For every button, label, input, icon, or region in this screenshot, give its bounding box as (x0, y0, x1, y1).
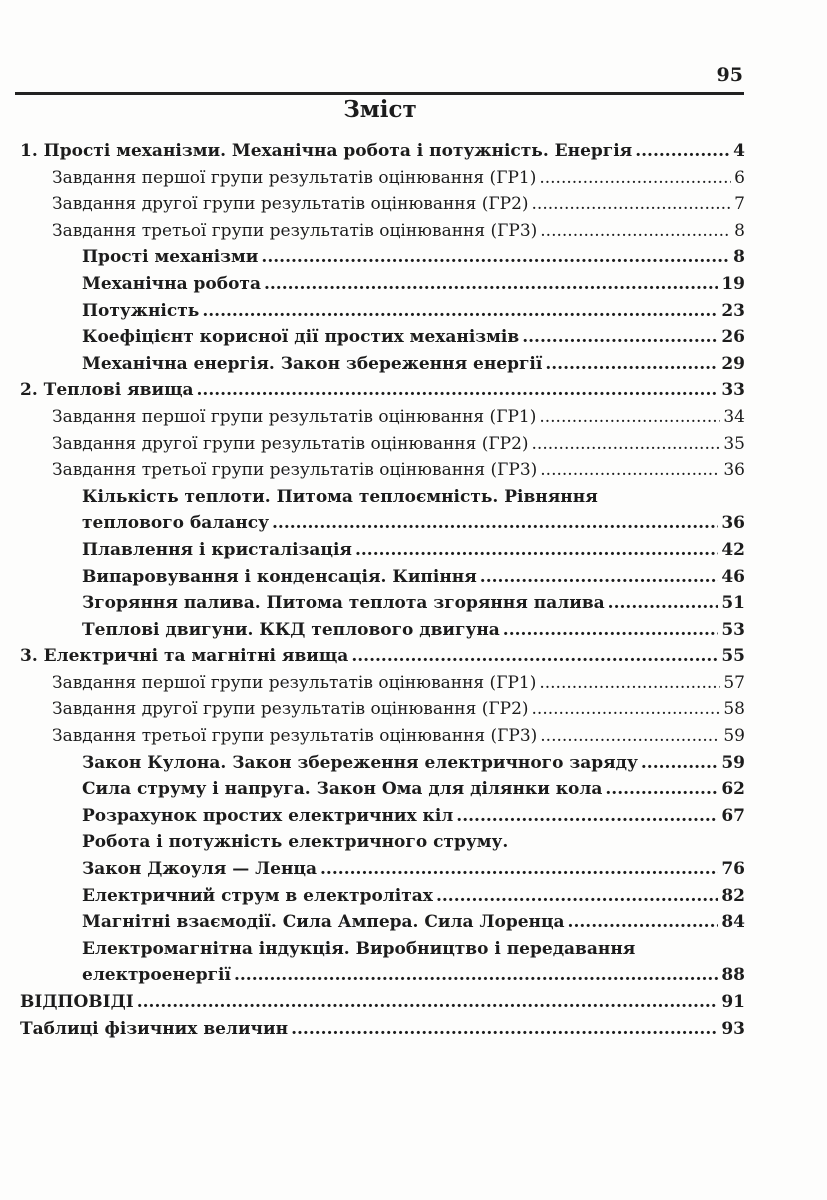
toc-entry-title: Електромагнітна індукція. Виробництво і передавання (82, 938, 636, 959)
dot-leader (351, 643, 718, 670)
dot-leader (540, 218, 731, 245)
header-rule (15, 92, 744, 95)
toc-entry-title: Завдання першої групи результатів оцінювання (ГР1) (52, 406, 537, 427)
toc-entry-title: Розрахунок простих електричних кіл (82, 805, 454, 826)
toc-entry-page: 91 (721, 992, 745, 1012)
toc-entry-title: Механічна енергія. Закон збереження енергії (82, 353, 543, 374)
toc-entry[interactable] (0, 989, 745, 1016)
dot-leader (503, 617, 719, 644)
toc-entry-title: Завдання першої групи результатів оцінювання (ГР1) (52, 672, 537, 693)
dot-leader (540, 723, 720, 750)
toc-entry-page: 42 (721, 539, 745, 560)
toc-entry[interactable] (0, 404, 745, 431)
toc-entry-page: 33 (721, 380, 745, 401)
dot-leader (540, 457, 720, 484)
toc-entry-title: Коефіцієнт корисної дії простих механізмів (82, 327, 520, 348)
toc-entry-page: 76 (721, 859, 745, 880)
toc-entry-page: 8 (734, 220, 745, 241)
dot-leader (635, 138, 730, 165)
dot-leader (532, 696, 721, 723)
toc-entry[interactable] (0, 962, 745, 989)
toc-entry-title: Сила струму і напруга. Закон Ома для ділянки кола (82, 779, 603, 800)
dot-leader (605, 776, 718, 803)
toc-entry[interactable] (0, 324, 745, 351)
toc-entry-page: 8 (733, 247, 745, 268)
toc-entry-title: Завдання другої групи результатів оцінювання (ГР2) (52, 433, 529, 454)
dot-leader (480, 564, 719, 591)
toc-entry-title: Завдання другої групи результатів оцінювання (ГР2) (52, 699, 529, 720)
toc-entry[interactable] (0, 165, 745, 192)
toc-entry-title: Прості механізми (82, 247, 259, 268)
toc-entry-title: теплового балансу (82, 513, 269, 534)
toc-entry-page: 93 (721, 1018, 745, 1039)
toc-entry-title: Потужність (82, 300, 200, 321)
toc-entry-title: Механічна робота (82, 273, 261, 294)
dot-leader (291, 1016, 718, 1043)
toc-entry-title: Завдання першої групи результатів оцінювання (ГР1) (52, 167, 537, 188)
toc-entry-title: Закон Джоуля — Ленца (82, 859, 318, 880)
toc-entry[interactable] (0, 883, 745, 910)
toc-entry[interactable] (0, 856, 745, 883)
dot-leader (456, 803, 718, 830)
toc-entry-page: 19 (721, 273, 745, 294)
dot-leader (355, 537, 718, 564)
toc-entry[interactable] (0, 723, 745, 750)
toc-entry[interactable] (0, 829, 745, 856)
dot-leader (545, 351, 718, 378)
dot-leader (568, 909, 719, 936)
toc-entry-page: 46 (721, 566, 745, 587)
toc-entry-page: 53 (721, 619, 745, 640)
toc-entry-page: 57 (723, 672, 745, 693)
dot-leader (234, 962, 718, 989)
toc-entry-page: 59 (723, 726, 745, 747)
toc-entry-title: Завдання третьої групи результатів оцінювання (ГР3) (52, 460, 538, 481)
toc-entry-title: Згоряння палива. Питома теплота згоряння палива (82, 593, 605, 614)
toc-entry-title: Теплові двигуни. ККД теплового двигуна (82, 619, 500, 640)
page-number: 95 (716, 64, 743, 86)
dot-leader (539, 670, 720, 697)
toc-entry-page: 62 (721, 779, 745, 800)
toc-entry[interactable] (0, 298, 745, 325)
toc-entry-title: Завдання третьої групи результатів оцінювання (ГР3) (52, 726, 538, 747)
dot-leader (532, 431, 721, 458)
toc-entry-page: 59 (721, 752, 745, 773)
toc-entry-title: ВІДПОВІДІ (20, 992, 134, 1012)
toc-entry[interactable] (0, 590, 745, 617)
toc-entry[interactable] (0, 244, 745, 271)
toc-entry-page: 35 (723, 433, 745, 454)
toc-entry[interactable] (0, 1016, 745, 1043)
toc-entry-title: 2. Теплові явища (20, 380, 194, 401)
toc-entry[interactable] (0, 218, 745, 245)
toc-entry[interactable] (0, 510, 745, 537)
toc-entry-page: 4 (733, 141, 745, 161)
toc-entry-page: 29 (721, 353, 745, 374)
toc-entry[interactable] (0, 909, 745, 936)
toc-entry-title: Електричний струм в електролітах (82, 885, 433, 906)
dot-leader (320, 856, 718, 883)
dot-leader (532, 191, 732, 218)
toc-entry-page: 58 (723, 699, 745, 720)
toc-entry[interactable] (0, 351, 745, 378)
toc-entry[interactable] (0, 696, 745, 723)
toc-entry-page: 36 (721, 513, 745, 534)
toc-entry[interactable] (0, 750, 745, 777)
dot-leader (272, 510, 718, 537)
toc-entry-title: Таблиці фізичних величин (20, 1018, 289, 1039)
toc-entry[interactable] (0, 537, 745, 564)
toc-entry-title: Випаровування і конденсація. Кипіння (82, 566, 477, 587)
toc-entry[interactable] (0, 776, 745, 803)
toc-entry-page: 36 (723, 460, 745, 481)
toc-entry-title: Кількість теплоти. Питома теплоємність. Рівняння (82, 486, 598, 507)
dot-leader (539, 165, 731, 192)
dot-leader (522, 324, 718, 351)
dot-leader (641, 750, 718, 777)
toc-entry[interactable] (0, 457, 745, 484)
dot-leader (608, 590, 719, 617)
dot-leader (196, 377, 718, 404)
toc-entry[interactable] (0, 643, 745, 670)
toc-entry-page: 6 (734, 167, 745, 188)
toc-entry-page: 23 (721, 300, 745, 321)
dot-leader (264, 271, 718, 298)
toc-entry-title: Завдання другої групи результатів оцінювання (ГР2) (52, 194, 529, 215)
toc-entry[interactable] (0, 271, 745, 298)
toc-entry[interactable] (0, 803, 745, 830)
toc-entry[interactable] (0, 564, 745, 591)
toc-entry-page: 34 (723, 406, 745, 427)
dot-leader (137, 989, 719, 1016)
toc-entry[interactable] (0, 431, 745, 458)
toc-entry-title: Завдання третьої групи результатів оцінювання (ГР3) (52, 220, 538, 241)
dot-leader (436, 883, 718, 910)
dot-leader (261, 244, 730, 271)
dot-leader (539, 404, 720, 431)
toc-entry[interactable] (0, 617, 745, 644)
toc-entry-title: електроенергії (82, 965, 231, 986)
toc-entry[interactable] (0, 670, 745, 697)
toc-entry[interactable] (0, 191, 745, 218)
toc-entry[interactable] (0, 138, 745, 165)
toc-entry-title: Закон Кулона. Закон збереження електричного заряду (82, 752, 638, 773)
table-of-contents (0, 138, 745, 1042)
toc-entry-title: Плавлення і кристалізація (82, 539, 352, 560)
toc-entry-page: 26 (721, 327, 745, 348)
dot-leader (202, 298, 718, 325)
page-title: Зміст (343, 96, 417, 123)
toc-entry-title: Магнітні взаємодії. Сила Ампера. Сила Лоренца (82, 912, 565, 933)
toc-entry-title: 3. Електричні та магнітні явища (20, 646, 349, 667)
toc-entry[interactable] (0, 377, 745, 404)
toc-entry-page: 84 (721, 912, 745, 933)
toc-entry-title: Робота і потужність електричного струму. (82, 832, 509, 853)
toc-entry-page: 51 (721, 593, 745, 614)
toc-entry[interactable] (0, 484, 745, 511)
toc-entry-page: 55 (721, 646, 745, 667)
toc-entry-title: 1. Прості механізми. Механічна робота і потужність. Енергія (20, 141, 633, 161)
toc-entry-page: 82 (721, 885, 745, 906)
toc-entry[interactable] (0, 936, 745, 963)
toc-entry-page: 67 (721, 805, 745, 826)
toc-entry-page: 88 (721, 965, 745, 986)
toc-entry-page: 7 (734, 194, 745, 215)
